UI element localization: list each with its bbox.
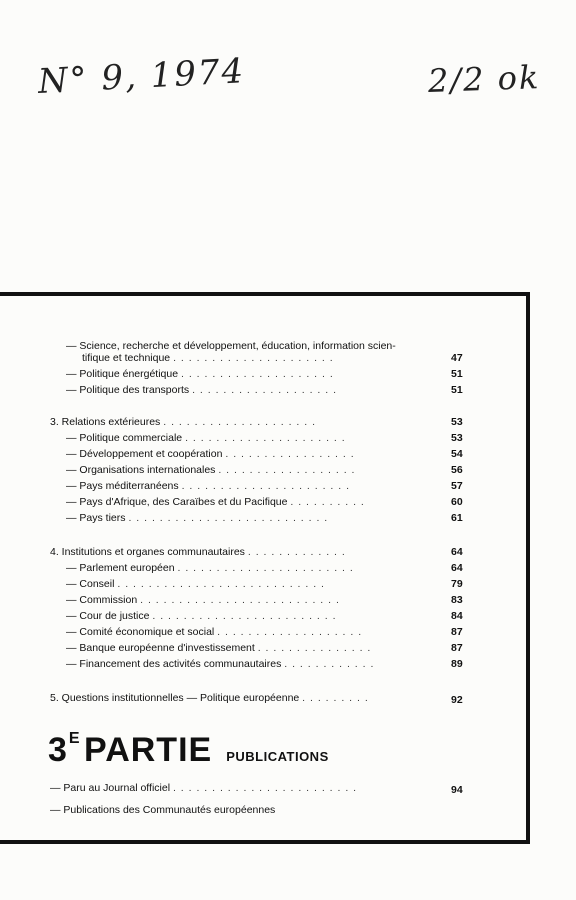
- toc-page-number: 87: [451, 626, 463, 638]
- toc-entry: [82, 350, 334, 366]
- toc-leader: . . . . . . . . . . . . . . . . . . .: [192, 384, 338, 396]
- toc-leader: . . . . . . . . . . . .: [284, 658, 375, 670]
- toc-leader: . . . . . . . . .: [302, 692, 369, 704]
- toc-page-number: 53: [451, 432, 463, 444]
- toc-leader: . . . . . . . . . . . . . . . . . . . . . . .: [177, 562, 354, 574]
- toc-leader: . . . . . . . . . . . . . . . . .: [225, 448, 355, 460]
- toc-entry: [66, 366, 334, 382]
- toc-leader: . . . . . . . . . . . . . . . . . . . . . .: [181, 480, 351, 492]
- toc-entry-text: — Paru au Journal officiel: [50, 782, 171, 794]
- toc-entry-text: — Financement des activités communautaires: [66, 658, 282, 670]
- toc-section-heading: [50, 690, 369, 706]
- toc-entry: [50, 780, 357, 796]
- toc-entry: [66, 656, 374, 672]
- toc-leader: . . . . . . . . . . . . . . . . . . . . . . . . . .: [128, 512, 329, 524]
- toc-page-number: 53: [451, 416, 463, 428]
- part-heading: [48, 730, 329, 770]
- toc-page-number: 92: [451, 694, 463, 706]
- toc-entry: [50, 802, 275, 818]
- part-subtitle: PUBLICATIONS: [226, 749, 329, 764]
- toc-leader: . . . . . . . . . . . . . . . . . . .: [217, 626, 363, 638]
- toc-page-number: 56: [451, 464, 463, 476]
- toc-page-number: 83: [451, 594, 463, 606]
- toc-entry: [66, 382, 337, 398]
- toc-leader: . . . . . . . . . . . . . . . . . . . . . . . . . .: [140, 594, 340, 606]
- toc-entry-text: — Pays d'Afrique, des Caraïbes et du Pacifique: [66, 496, 288, 508]
- toc-page-number: 47: [451, 352, 463, 364]
- toc-entry-text: 4. Institutions et organes communautaires: [50, 546, 245, 558]
- part-word: PARTIE: [84, 731, 213, 769]
- toc-entry: [66, 592, 340, 608]
- toc-entry: [66, 576, 325, 592]
- toc-entry-text: — Science, recherche et développement, éducation, information scien-: [66, 340, 396, 352]
- toc-entry-text: tifique et technique: [82, 352, 171, 364]
- toc-page-number: 60: [451, 496, 463, 508]
- toc-page-number: 51: [451, 368, 463, 380]
- toc-page-number: 51: [451, 384, 463, 396]
- toc-entry: [66, 624, 362, 640]
- toc-page-number: 57: [451, 480, 463, 492]
- toc-entry-text: — Parlement européen: [66, 562, 175, 574]
- toc-entry-text: — Politique commerciale: [66, 432, 183, 444]
- toc-page-number: 79: [451, 578, 463, 590]
- toc-leader: . . . . . . . . . . . . . . . . . . . .: [181, 368, 334, 380]
- handwritten-issue-note: N° 9, 1974: [36, 51, 247, 102]
- toc-leader: . . . . . . . . . . . . . . . . . . . . . . . .: [172, 782, 358, 794]
- toc-leader: . . . . . . . . . . . . . . . . . . . . . . . .: [152, 610, 337, 622]
- toc-entry: [66, 510, 328, 526]
- toc-section-heading: [50, 544, 346, 560]
- toc-entry-text: — Développement et coopération: [66, 448, 223, 460]
- toc-page-number: 64: [451, 562, 463, 574]
- toc-entry: [66, 494, 365, 510]
- toc-page-number: 84: [451, 610, 463, 622]
- toc-page-number: 54: [451, 448, 463, 460]
- toc-leader: . . . . . . . . . .: [290, 496, 365, 508]
- toc-leader: . . . . . . . . . . . . . . .: [257, 642, 372, 654]
- toc-entry-text: — Politique des transports: [66, 384, 190, 396]
- toc-entry: [66, 608, 337, 624]
- toc-entry: [66, 462, 355, 478]
- toc-leader: . . . . . . . . . . . . . . . . . . . . .: [185, 432, 346, 444]
- part-superscript: E: [68, 730, 80, 747]
- toc-entry-text: — Comité économique et social: [66, 626, 215, 638]
- toc-entry-text: — Pays tiers: [66, 512, 126, 524]
- toc-entry-text: — Commission: [66, 594, 138, 606]
- toc-entry-text: — Pays méditerranéens: [66, 480, 179, 492]
- toc-leader: . . . . . . . . . . . . .: [247, 546, 346, 558]
- toc-entry: [66, 478, 350, 494]
- toc-entry: [66, 560, 354, 576]
- toc-page-number: 87: [451, 642, 463, 654]
- toc-section-heading: [50, 414, 316, 430]
- toc-leader: . . . . . . . . . . . . . . . . . . . .: [163, 416, 317, 428]
- toc-entry: [66, 640, 371, 656]
- toc-entry-text: — Conseil: [66, 578, 115, 590]
- toc-entry-text: 5. Questions institutionnelles — Politique européenne: [50, 692, 300, 704]
- toc-page-number: 61: [451, 512, 463, 524]
- toc-leader: . . . . . . . . . . . . . . . . . . . . . . . . . . .: [117, 578, 325, 590]
- toc-leader: . . . . . . . . . . . . . . . . . .: [218, 464, 356, 476]
- toc-entry-text: — Politique énergétique: [66, 368, 179, 380]
- toc-entry-text: — Cour de justice: [66, 610, 150, 622]
- handwritten-check-note: 2/2 ok: [427, 58, 541, 100]
- toc-page-number: 94: [451, 784, 463, 796]
- part-number: 3: [48, 731, 68, 769]
- toc-entry-text: 3. Relations extérieures: [50, 416, 161, 428]
- toc-entry-text: — Publications des Communautés européennes: [50, 804, 276, 816]
- toc-page-number: 64: [451, 546, 463, 558]
- toc-entry-text: — Organisations internationales: [66, 464, 216, 476]
- toc-entry: [66, 430, 346, 446]
- toc-leader: . . . . . . . . . . . . . . . . . . . . .: [173, 352, 334, 364]
- toc-entry-text: — Banque européenne d'investissement: [66, 642, 255, 654]
- toc-entry: [66, 446, 355, 462]
- toc-page-number: 89: [451, 658, 463, 670]
